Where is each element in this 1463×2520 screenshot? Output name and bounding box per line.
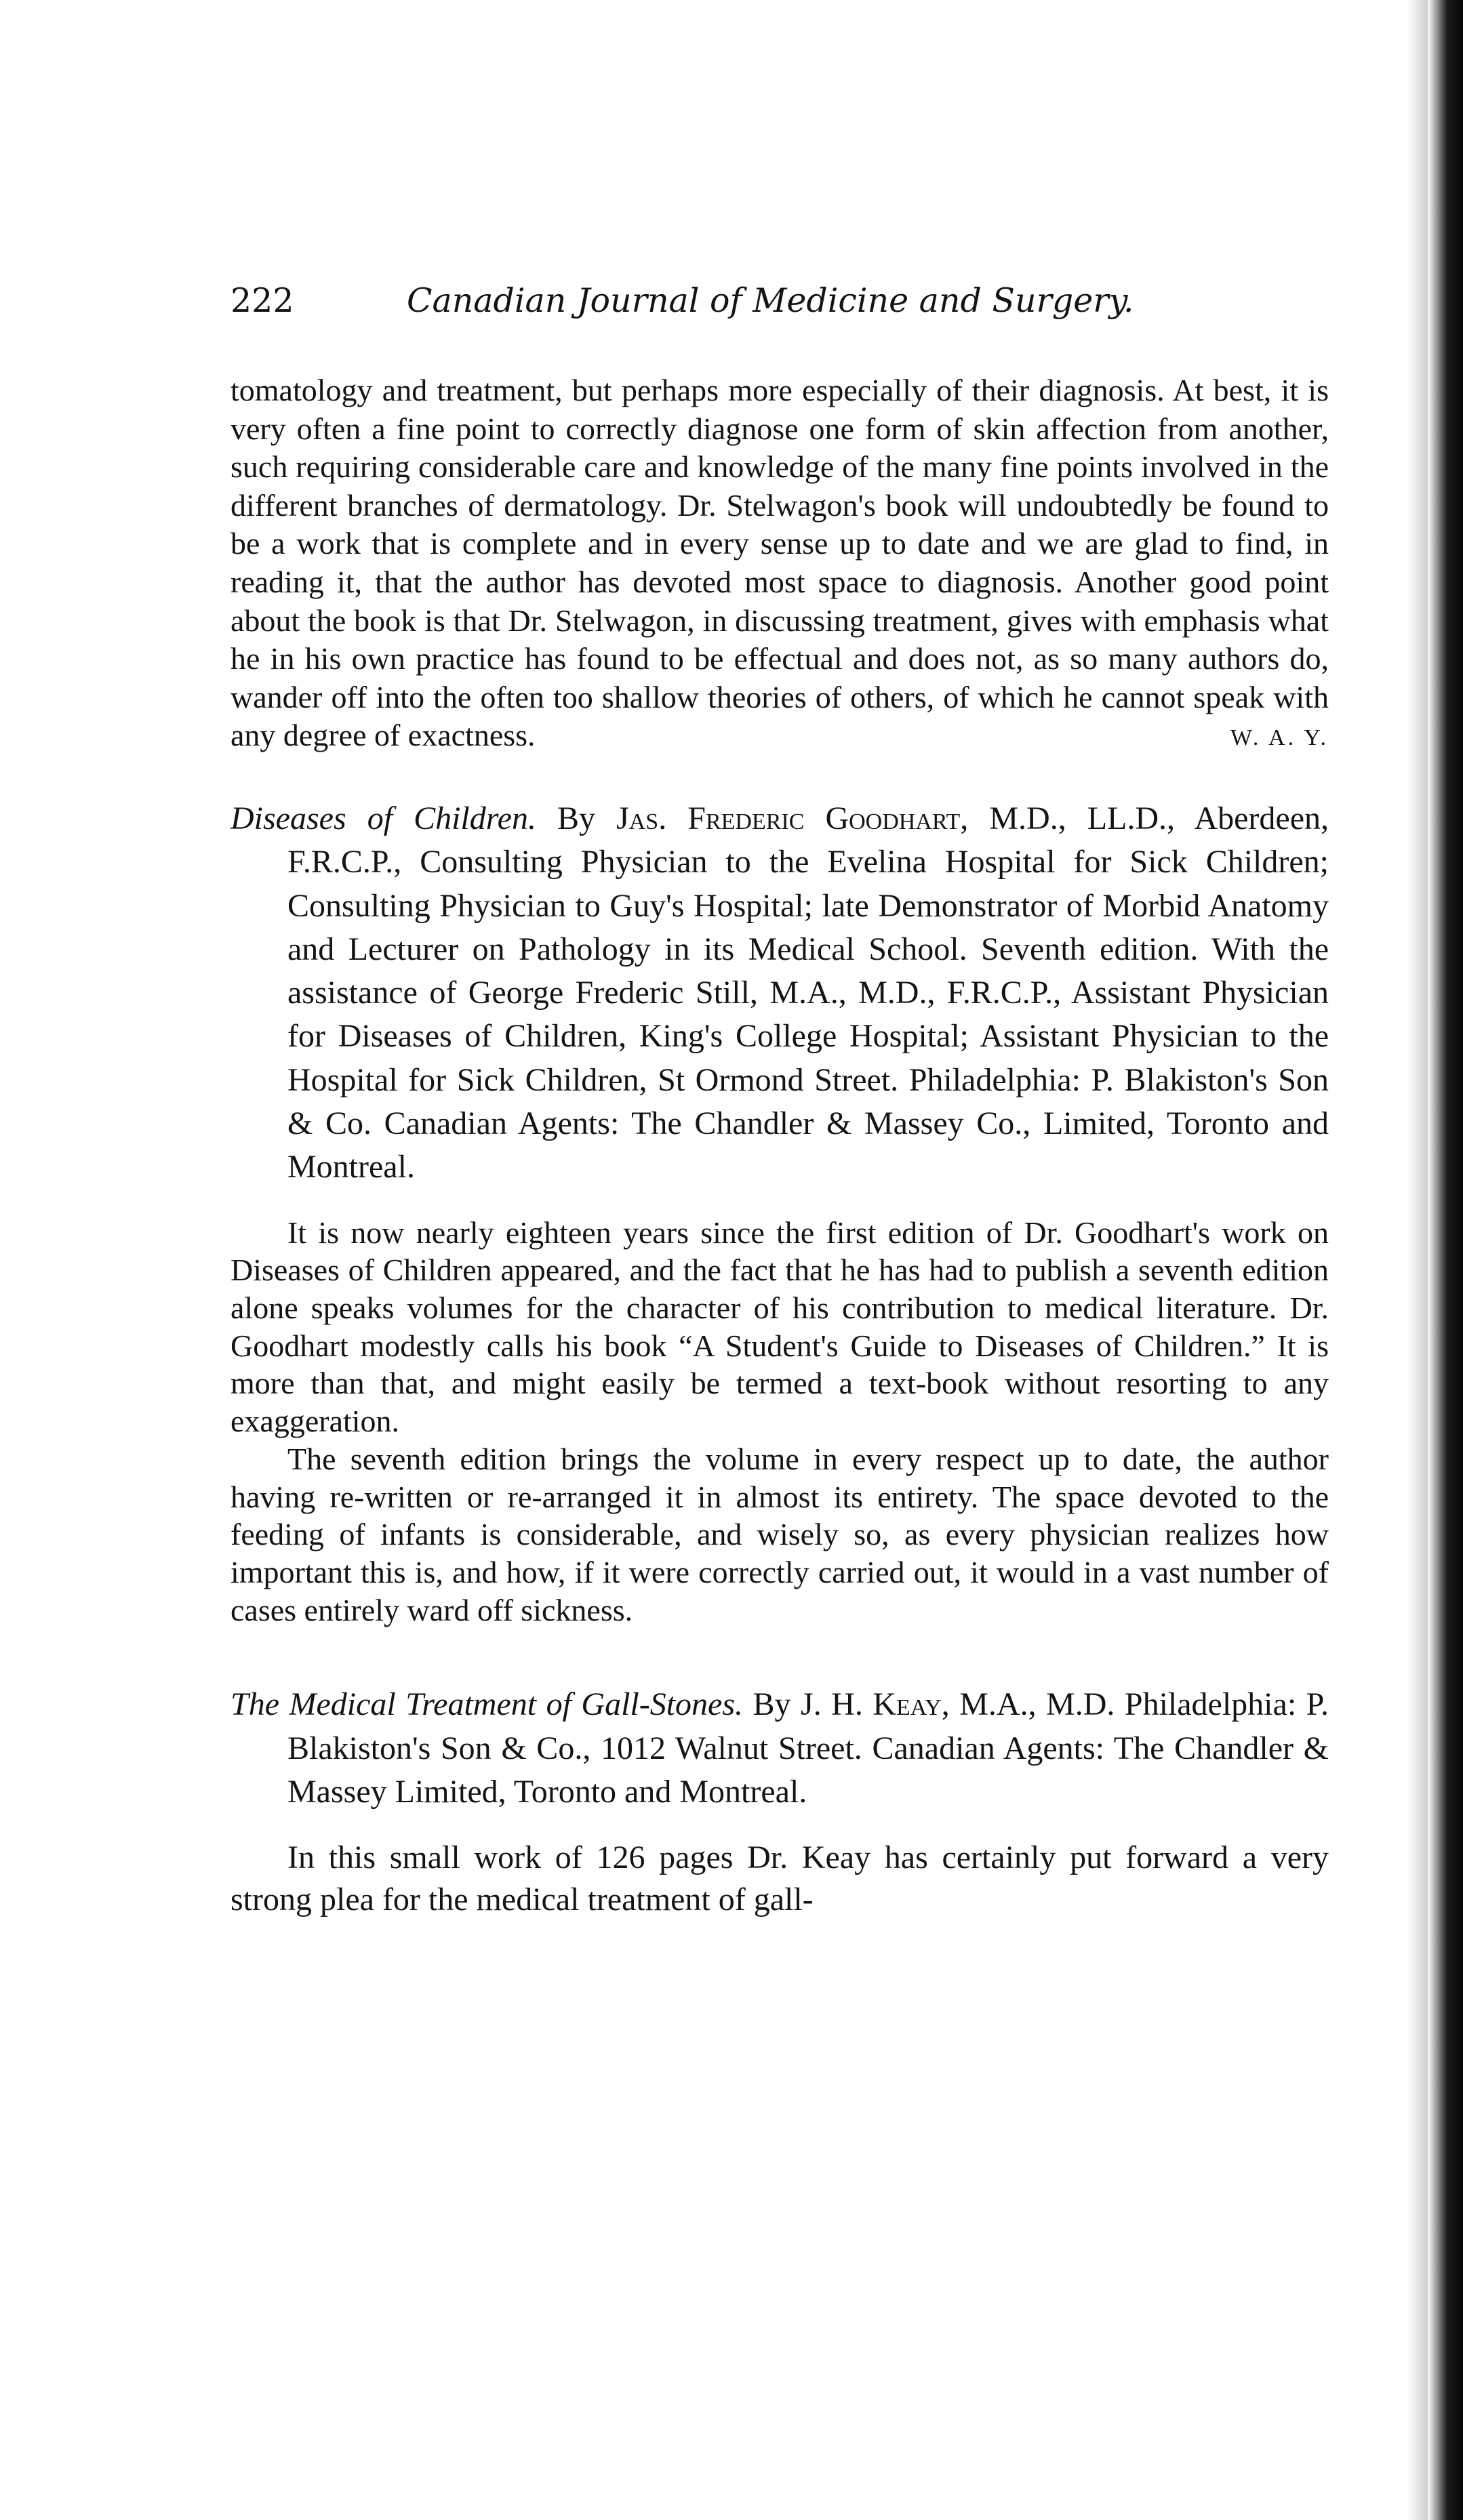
book-citation-diseases-of-children: Diseases of Children. By Jas. Frederic Goodhart, M.D., LL.D., Aberdeen, F.R.C.P., Consulting Physician to the Evelina Hospital for Sick Children; Consulting Physician to Guy's Hospital; late Demonstrator of Morbid Anatomy and Lecturer on Pathology in its Medical School. Seventh edition. With the assistance of George Frederic Still, M.A., M.D., F.R.C.P., Assistant Physician for Diseases of Children, King's College Hospital; Assistant Physician to the Hospital for Sick Children, St Ormond Street. Philadelphia: P. Blakiston's Son & Co. Canadian Agents: The Chandler & Massey Co., Limited, Toronto and Montreal. (231, 800, 1329, 1185)
review-paragraph: The seventh edition brings the volume in every respect up to date, the author having re-written or re-arranged it in almost its entirety. The space devoted to the feeding of infants is considerable, and wisely so, as every physician realizes how important this is, and how, if it were correctly carried out, it would in a vast number of cases entirely ward off sickness. (231, 1441, 1329, 1627)
book-binding-edge (1428, 0, 1463, 2520)
running-head (231, 277, 1329, 325)
book-author: Jas. Frederic Goodhart (616, 800, 961, 836)
book-citation-gall-stones: The Medical Treatment of Gall-Stones. By J. H. Keay, M.A., M.D. Philadelphia: P. Blakiston's Son & Co., 1012 Walnut Street. Canadian Agents: The Chandler & Massey Limited, Toronto and Montreal. (231, 1686, 1329, 1810)
review-paragraph: In this small work of 126 pages Dr. Keay has certainly put forward a very strong plea for the medical treatment of gall- (231, 1840, 1329, 1918)
review-stelwagon-continuation (231, 371, 1329, 758)
review-continuation-text: tomatology and treatment, but perhaps more especially of their diagnosis. At best, it is very often a fine point to correctly diagnose one form of skin affection from another, such requiring considerable care and knowledge of the many fine points involved in the different branches of dermatology. Dr. Stelwagon's book will undoubtedly be found to be a work that is complete and in every sense up to date and we are glad to find, in reading it, that the author has devoted most space to diagnosis. Another good point about the book is that Dr. Stelwagon, in discussing treatment, gives with emphasis what he in his own practice has found to be effectual and does not, as so many authors do, wander off into the often too shallow theories of others, of which he cannot speak with any degree of exactness. W. A. Y. (231, 371, 1329, 755)
book-title: The Medical Treatment of Gall-Stones. (231, 1686, 744, 1723)
page-number: 222 (231, 281, 294, 320)
document-page (231, 277, 1329, 1921)
reviewer-signature: W. A. Y. (1230, 725, 1329, 751)
binding-shadow (1407, 0, 1428, 2520)
journal-title: Canadian Journal of Medicine and Surgery. (407, 281, 1134, 320)
review-paragraph: It is now nearly eighteen years since the first edition of Dr. Goodhart's work on Diseases of Children appeared, and the fact that he has had to publish a seventh edition alone speaks volumes for the character of his contribution to medical literature. Dr. Goodhart modestly calls his book “A Student's Guide to Diseases of Children.” It is more than that, and might easily be termed a text-book without resorting to any exaggeration. (231, 1215, 1329, 1439)
book-author: J. H. Keay (801, 1686, 942, 1723)
book-title: Diseases of Children. (231, 800, 536, 836)
